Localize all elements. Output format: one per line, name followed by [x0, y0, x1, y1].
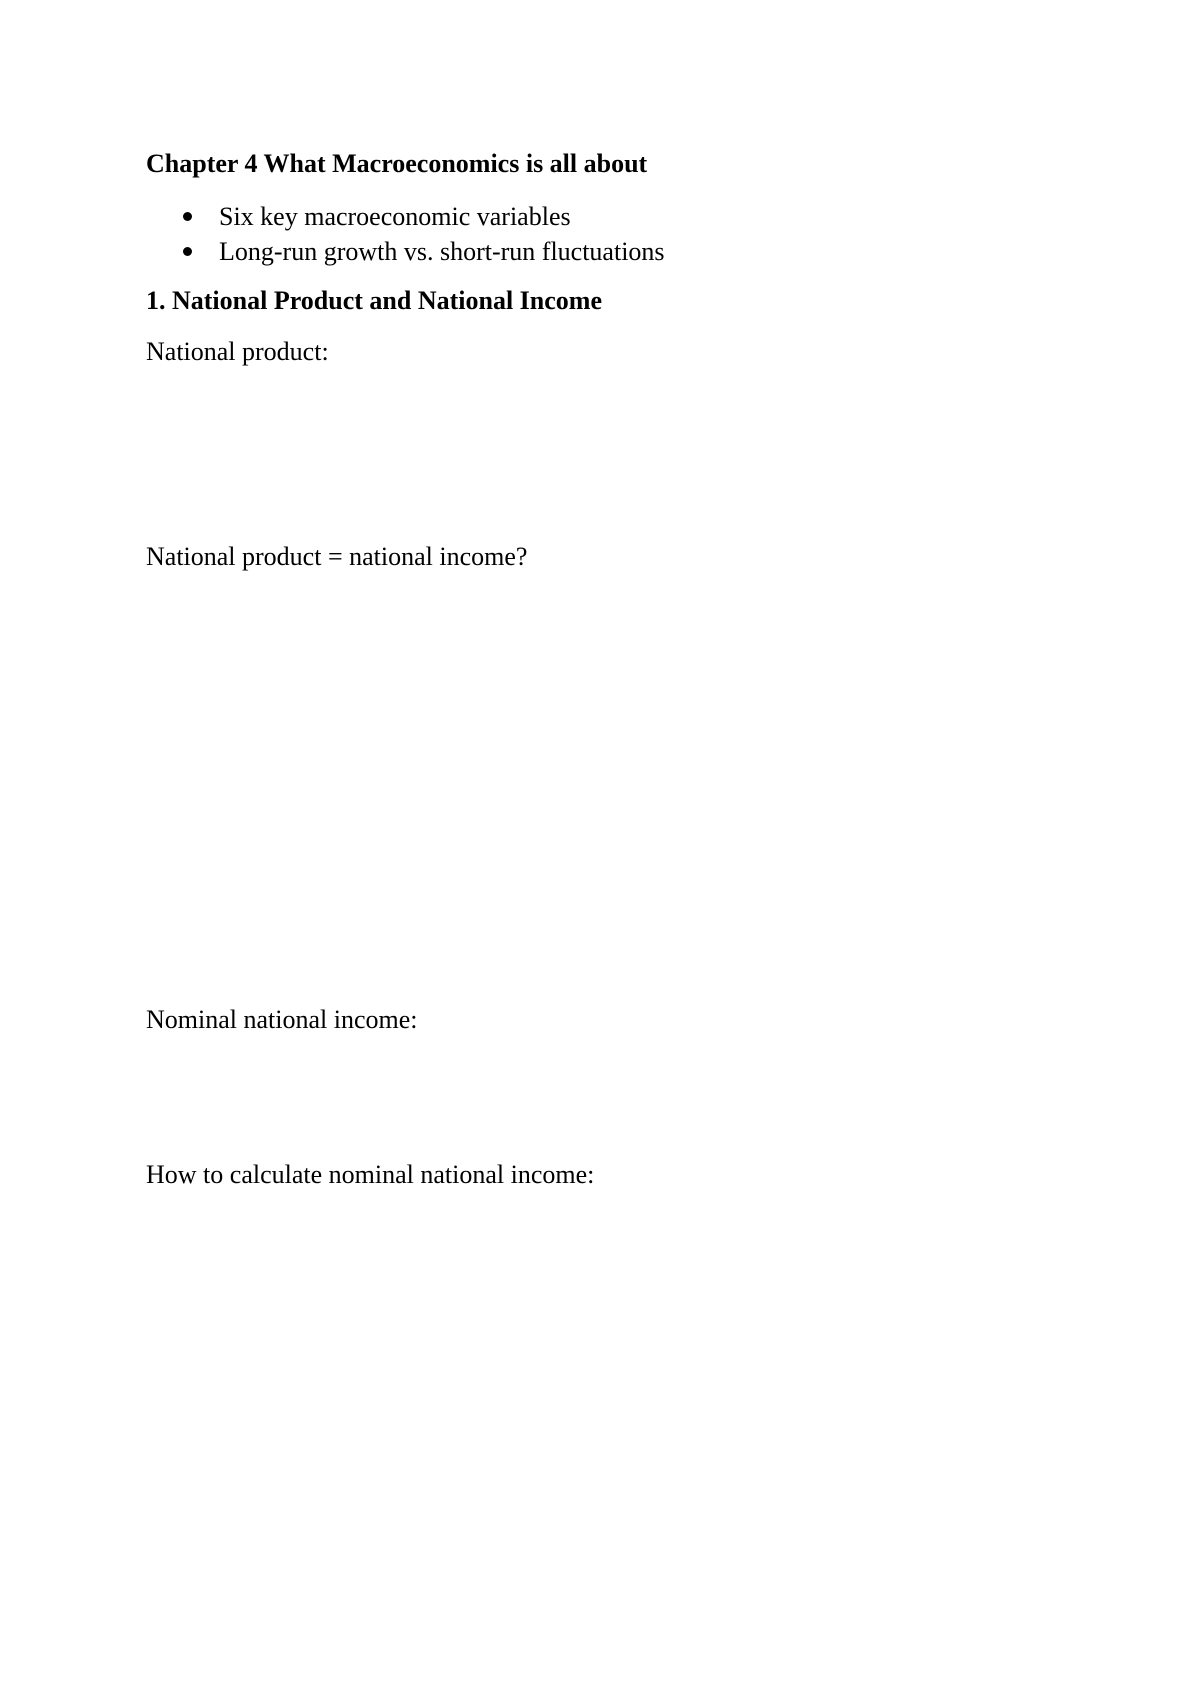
- prompt-calculate-nominal-income: How to calculate nominal national income:: [146, 1160, 595, 1189]
- bullet-list: [176, 199, 665, 269]
- list-item: [176, 234, 665, 269]
- section-heading: 1. National Product and National Income: [146, 286, 602, 315]
- bullet-text: Six key macroeconomic variables: [219, 202, 571, 231]
- prompt-national-product: National product:: [146, 337, 329, 366]
- bullet-icon: [183, 212, 192, 221]
- prompt-nominal-income: Nominal national income:: [146, 1005, 418, 1034]
- prompt-product-equals-income: National product = national income?: [146, 542, 528, 571]
- bullet-icon: [183, 247, 192, 256]
- bullet-text: Long-run growth vs. short-run fluctuations: [219, 237, 665, 266]
- chapter-title: Chapter 4 What Macroeconomics is all about: [146, 149, 648, 178]
- list-item: [176, 199, 665, 234]
